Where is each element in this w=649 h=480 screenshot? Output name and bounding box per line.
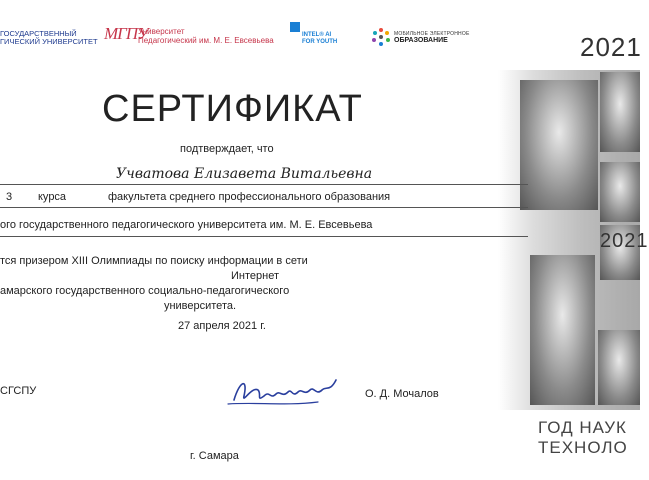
intel-line2: FOR YOUTH	[302, 39, 338, 45]
university-text: ого государственного педагогического университета им. М. Е. Евсевьева	[0, 219, 373, 231]
mgpu-line1: Университет	[138, 27, 185, 36]
left-university-logo	[0, 30, 98, 46]
footer-line1: ГОД НАУК	[538, 418, 627, 437]
year-of-science-footer	[538, 418, 628, 458]
course-underline	[0, 207, 528, 208]
intel-logo-text	[302, 32, 337, 46]
left-logo-line1: ГОСУДАРСТВЕННЫЙ	[0, 29, 77, 38]
intel-square-icon	[290, 22, 300, 32]
award-line2: Интернет	[231, 270, 279, 282]
confirms-text: подтверждает, что	[180, 143, 274, 155]
footer-line2: ТЕХНОЛО	[538, 438, 628, 457]
certificate-title: СЕРТИФИКАТ	[102, 88, 363, 130]
course-number: 3	[6, 191, 13, 203]
mgpu-logo-text	[138, 28, 274, 45]
intel-logo	[290, 22, 300, 32]
university-underline	[0, 236, 528, 237]
left-logo-line2: ГИЧЕСКИЙ УНИВЕРСИТЕТ	[0, 37, 98, 46]
moe-logo-text	[394, 31, 470, 44]
award-line3: амарского государственного социально-педагогического	[0, 285, 290, 297]
mgpu-mark: МГПУ	[104, 24, 148, 43]
certificate-date: 27 апреля 2021 г.	[178, 320, 266, 332]
mgpu-line2: Педагогический им. М. Е. Евсевьева	[138, 35, 274, 45]
award-line1: тся призером XIII Олимпиады по поиску информации в сети	[0, 255, 308, 267]
year-top: 2021	[580, 32, 642, 62]
organization-label: СГСПУ	[0, 385, 37, 397]
moe-logo	[371, 27, 391, 52]
award-line4: университета.	[163, 300, 237, 312]
portrait-scientist-2	[600, 72, 640, 152]
portrait-scientist-6	[598, 330, 640, 405]
moe-line2: ОБРАЗОВАНИЕ	[394, 37, 448, 44]
portrait-scientist-1	[520, 80, 598, 210]
portrait-scientist-5	[530, 255, 595, 405]
signature-image	[226, 372, 354, 410]
recipient-name: Учватова Елизавета Витальевна	[116, 166, 373, 182]
name-underline	[0, 184, 528, 185]
year-mid: 2021	[600, 230, 649, 252]
course-word: курса	[38, 191, 67, 203]
portrait-scientist-3	[600, 162, 640, 222]
moe-dots-icon	[371, 27, 391, 47]
city-text: г. Самара	[190, 450, 239, 462]
signer-name: О. Д. Мочалов	[365, 388, 439, 400]
faculty-text: факультета среднего профессионального образования	[108, 191, 391, 203]
moe-line1: МОБИЛЬНОЕ ЭЛЕКТРОННОЕ	[394, 31, 470, 37]
intel-line1: INTEL® AI	[302, 32, 332, 38]
